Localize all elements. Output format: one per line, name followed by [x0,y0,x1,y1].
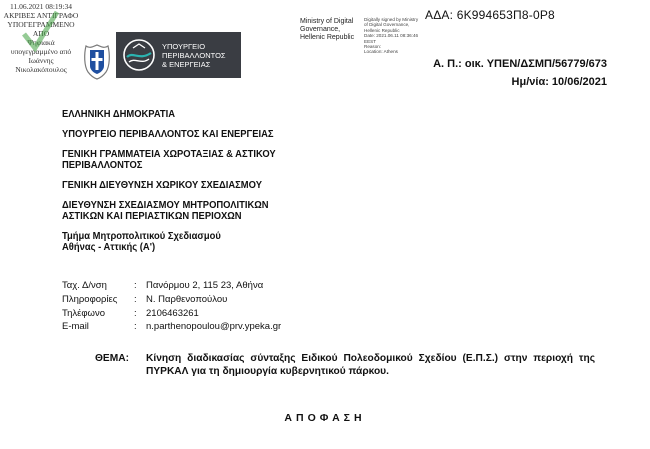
contact-row-info [62,293,281,307]
logo-line-1: ΥΠΟΥΡΓΕΙΟ [162,41,206,51]
sig-detail-3: Hellenic Republic [364,27,400,33]
stamp-line-1: ΑΚΡΙΒΕΣ ΑΝΤΙΓΡΑΦΟ [3,11,79,20]
heading-ministry: ΥΠΟΥΡΓΕΙΟ ΠΕΡΙΒΑΛΛΟΝΤΟΣ ΚΑΙ ΕΝΕΡΓΕΙΑΣ [62,129,274,140]
contact-row-address [62,279,281,293]
contact-row-email [62,320,281,334]
heading-directorate-line-2: ΑΣΤΙΚΩΝ ΚΑΙ ΠΕΡΙΑΣΤΙΚΩΝ ΠΕΡΙΟΧΩΝ [62,211,242,222]
heading-secretariat-line-2: ΠΕΡΙΒΑΛΛΟΝΤΟΣ [62,160,143,171]
protocol-block [433,55,607,91]
subject-label: ΘΕΜΑ: [95,353,129,364]
logo-line-3: & ΕΝΕΡΓΕΙΑΣ [162,59,211,69]
contact-separator: : [134,321,137,333]
checkmark-icon [20,6,60,56]
sig-detail-5: EEST [364,38,376,44]
heading-department-line-1: Τμήμα Μητροπολιτικού Σχεδιασμού [62,231,221,242]
heading-department-line-2: Αθήνας - Αττικής (Α') [62,242,156,253]
signer-line-2: Governance, [300,26,341,33]
stamp-signer-surname: Νικολακόπουλος [15,65,67,74]
heading-secretariat [62,149,306,171]
heading-secretariat-line-1: ΓΕΝΙΚΗ ΓΡΑΜΜΑΤΕΙΑ ΧΩΡΟΤΑΞΙΑΣ & ΑΣΤΙΚΟΥ [62,149,276,160]
heading-department [62,231,306,253]
heading-directorate-line-1: ΔΙΕΥΘΥΝΣΗ ΣΧΕΔΙΑΣΜΟΥ ΜΗΤΡΟΠΟΛΙΤΙΚΩΝ [62,200,269,211]
ada-number: ΑΔΑ: 6Κ994653Π8-0Ρ8 [425,8,555,22]
contact-label: Τηλέφωνο [62,307,105,319]
heading-directorate-general: ΓΕΝΙΚΗ ΔΙΕΥΘΥΝΣΗ ΧΩΡΙΚΟΥ ΣΧΕΔΙΑΣΜΟΥ [62,180,262,191]
sig-detail-4: Date: 2021.06.11 08:36:46 [364,33,419,39]
certified-copy-stamp [2,2,80,74]
greek-emblem-icon [82,40,112,80]
issuing-authority [62,109,306,253]
stamp-date: 11.06.2021 08:19:34 [9,2,72,11]
sig-detail-2: of Digital Governance, [364,22,410,28]
digital-signer [300,18,362,42]
contact-separator: : [134,307,137,319]
contact-row-phone [62,307,281,321]
ministry-logo-text [162,42,226,69]
contact-label: Ταχ. Δ/νση [62,280,107,291]
signer-line-3: Hellenic Republic [300,34,355,41]
sig-detail-7: Location: Athens [364,49,398,55]
contact-details [62,279,281,334]
contact-value: Ν. Παρθενοπούλου [146,293,228,305]
stamp-line-3: ΑΠΟ [32,29,50,38]
protocol-number: Α. Π.: οικ. ΥΠΕΝ/ΔΣΜΠ/56779/673 [433,58,607,70]
digital-signature-details [364,17,444,55]
logo-line-2: ΠΕΡΙΒΑΛΛΟΝΤΟΣ [162,50,226,60]
subject-block [95,352,595,378]
ministry-logo [116,32,241,78]
sig-detail-6: Reason: [364,44,382,50]
contact-value: 2106463261 [146,307,199,319]
contact-email: n.parthenopoulou@prv.ypeka.gr [146,321,282,333]
contact-label: Πληροφορίες [62,293,118,305]
contact-label: E-mail [62,321,89,333]
heading-republic: ΕΛΛΗΝΙΚΗ ΔΗΜΟΚΡΑΤΙΑ [62,109,176,120]
stamp-line-4: Ψηφιακά [27,38,55,47]
contact-separator: : [134,280,137,291]
heading-directorate [62,200,306,222]
sig-detail-1: Digitally signed by Ministry [364,17,419,22]
contact-value: Πανόρμου 2, 115 23, Αθήνα [146,280,264,291]
signer-line-1: Ministry of Digital [300,18,354,25]
contact-separator: : [134,293,137,305]
protocol-date: Ημ/νία: 10/06/2021 [511,76,607,88]
decision-heading: ΑΠΟΦΑΣΗ [284,412,366,424]
subject-text: Κίνηση διαδικασίας σύνταξης Ειδικού Πολεοδομικού Σχεδίου (Ε.Π.Σ.) στην περιοχή της ΠΥΡΚΑΛ για τη δημιουργία κυβερνητικού πάρκου. [146,353,595,377]
stamp-line-2: ΥΠΟΓΕΓΡΑΜΜΕΝΟ [7,20,75,29]
stamp-signer: Ιωάννης [28,56,54,65]
stamp-line-5: υπογεγραμμένο από [10,47,72,56]
ministry-logo-icon [121,37,157,73]
